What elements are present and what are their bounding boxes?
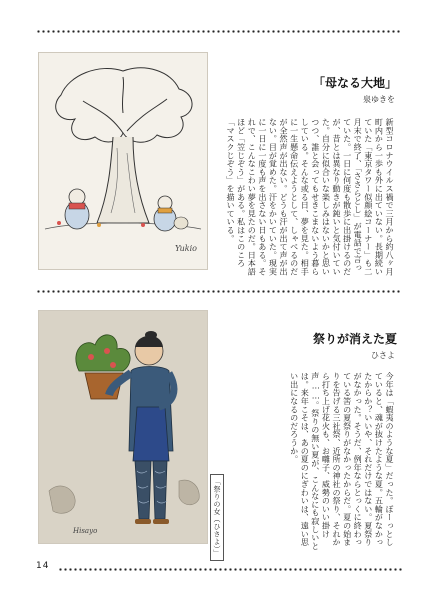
- article-body: 新型コロナウイルス禍で三月から約八ヶ月町内から一歩も外に出ていない。長期続いていた「東京タワー似顔絵コーナー」も二月末で終了、「ささらとし」が電話で言っていた。一日に何度も散歩に出掛けるのだが、昔とは異なり動きが鈍いと気付いていた。自分に似合いな楽しみはないかと思いつつ、誰と会ってもせきこまないよう暮らしている。そんな或る日、夢を見た。相手に一生懸命伝えようとして、しゃべるのだが全然声が出ない。どうも汗が出て声が出ない。目が覚めた。汗をかいていた。現実に一日に一度も声を出さない日もある。それで、こんなこわい夢を見たのだ。日本語ほど「笠じぞう」がある。私はこのころ「マスクじぞう」を描いている。: [226, 118, 395, 276]
- woman-drawing: [39, 311, 207, 543]
- festival-woman-illustration: [38, 310, 208, 544]
- jizo-figure-left: [65, 189, 89, 229]
- jizo-figure-right: [154, 196, 188, 231]
- article-author: ひさよ: [371, 351, 395, 360]
- tree-jizo-illustration: [38, 52, 208, 270]
- article-author: 泉ゆきを: [363, 95, 395, 104]
- article-body: 今年は「蝦夷のような夏」だった。ぼーっとしていると、魂が抜けたような夏。五輪がなかったからか？いいや、それだけではない。夏祭りがなかった。そうだ、例年ならとっくに終わっている筈の夏祭りがなかったからだ。夏の始まりを告げる三社祭、近所の神社の祭り、それから打ち上げ花火も、お囃子、威勢のいい掛け声……。祭りの無い夏が、こんなにも寂しいとは。来年こそは、あの夏のにぎわいは、遠い思い出になるのだろうか。: [289, 372, 395, 551]
- middle-dotted-rule: [36, 290, 402, 293]
- illustration-caption: 「祭りの女（ひさよ）」: [210, 474, 224, 561]
- article-title: 「母なる大地」: [312, 76, 397, 90]
- article-title: 祭りが消えた夏: [312, 332, 397, 346]
- illustration-signature: Hisayo: [73, 527, 98, 535]
- flower-pot: [76, 335, 130, 399]
- tree-drawing: [39, 53, 207, 269]
- top-dotted-rule: [36, 30, 402, 33]
- bottom-dotted-rule: [58, 568, 402, 571]
- page-number: 14: [36, 561, 50, 571]
- illustration-signature: Yukio: [175, 244, 197, 253]
